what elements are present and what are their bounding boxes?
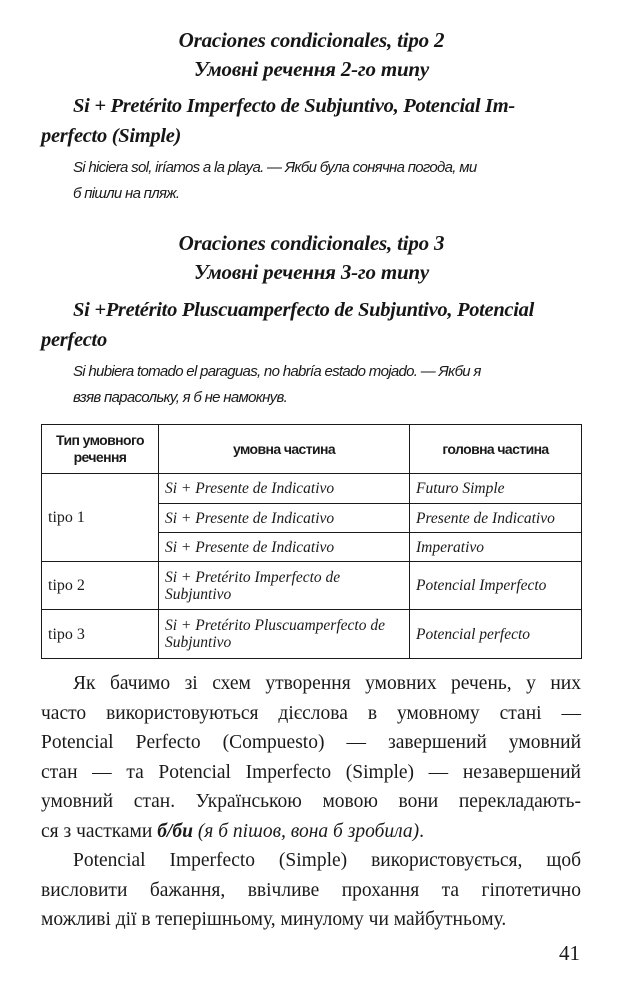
- row-main: Potencial Imperfecto: [410, 562, 582, 610]
- row-main: Imperativo: [410, 533, 582, 562]
- paragraph-line: висловити бажання, ввічливе прохання та гіпотетично: [41, 879, 581, 901]
- particles-emphasis: б/би: [157, 820, 193, 842]
- table-row: [42, 474, 582, 504]
- row-condition: Si + Presente de Indicativo: [159, 533, 410, 562]
- paragraph-conditional-usage: [41, 669, 581, 846]
- paragraph-line: Як бачимо зі схем утворення умовних речень, у них: [73, 673, 581, 694]
- section3-example-line1: Si hubiera tomado el paraguas, no habría estado mojado. — Якби я: [73, 363, 481, 380]
- line-text: ся з частками: [41, 820, 158, 842]
- section2-formula-line1: Si + Pretérito Imperfecto de Subjuntivo, Potencial Im-: [73, 95, 515, 117]
- header-condition: умовна частина: [159, 425, 410, 474]
- page-number: 41: [559, 941, 580, 965]
- section3-formula-line1: Si +Pretérito Pluscuamperfecto de Subjuntivo, Potencial: [73, 299, 534, 321]
- section3-title-es: Oraciones condicionales, tipo 3: [178, 231, 445, 255]
- paragraph-line: умовний стан. Українською мовою вони перекладають-: [41, 791, 581, 812]
- conditional-types-table: [41, 424, 582, 659]
- paragraph-line: Potencial Perfecto (Compuesto) — завершений умовний: [41, 732, 581, 753]
- paragraph-line: часто використовуються дієслова в умовному стані —: [41, 702, 581, 724]
- row-condition: Si + Pretérito Pluscuamperfecto de Subjuntivo: [159, 610, 410, 659]
- row-condition: Si + Pretérito Imperfecto de Subjuntivo: [159, 562, 410, 610]
- paragraph-line: можливі дії в теперішньому, минулому чи майбутньому.: [41, 909, 507, 930]
- row-condition: Si + Presente de Indicativo: [159, 504, 410, 533]
- row-main: Futuro Simple: [410, 474, 582, 504]
- paragraph-line: Potencial Imperfecto (Simple) використовується, щоб: [73, 850, 581, 871]
- header-main: головна частина: [410, 425, 582, 474]
- row-condition: Si + Presente de Indicativo: [159, 474, 410, 504]
- paragraph-line: [41, 817, 581, 847]
- table-row: [42, 610, 582, 659]
- particles-example: (я б пішов, вона б зробила): [192, 820, 420, 842]
- section2-formula-line2: perfecto (Simple): [41, 125, 182, 147]
- section2-title-uk: Умовні речення 2-го типу: [193, 57, 430, 81]
- line-text: .: [419, 820, 424, 842]
- section3-formula-line2: perfecto: [41, 329, 107, 351]
- row-main: Presente de Indicativo: [410, 504, 582, 533]
- paragraph-line: стан — та Potencial Imperfecto (Simple) — незавершений: [41, 761, 581, 783]
- row-type: tipo 1: [42, 474, 159, 562]
- header-type: Тип умовного речення: [42, 425, 159, 474]
- section2-example-line2: б пішли на пляж.: [73, 185, 180, 202]
- table-header-row: [42, 425, 582, 474]
- row-type: tipo 2: [42, 562, 159, 610]
- paragraph-potencial-imperfecto: [41, 846, 581, 935]
- row-main: Potencial perfecto: [410, 610, 582, 659]
- section3-example-line2: взяв парасольку, я б не намокнув.: [73, 389, 288, 406]
- section2-example-line1: Si hiciera sol, iríamos a la playa. — Якби була сонячна погода, ми: [73, 159, 477, 176]
- row-type: tipo 3: [42, 610, 159, 659]
- section2-title-es: Oraciones condicionales, tipo 2: [178, 28, 445, 52]
- section3-title-uk: Умовні речення 3-го типу: [193, 260, 430, 284]
- table-row: [42, 562, 582, 610]
